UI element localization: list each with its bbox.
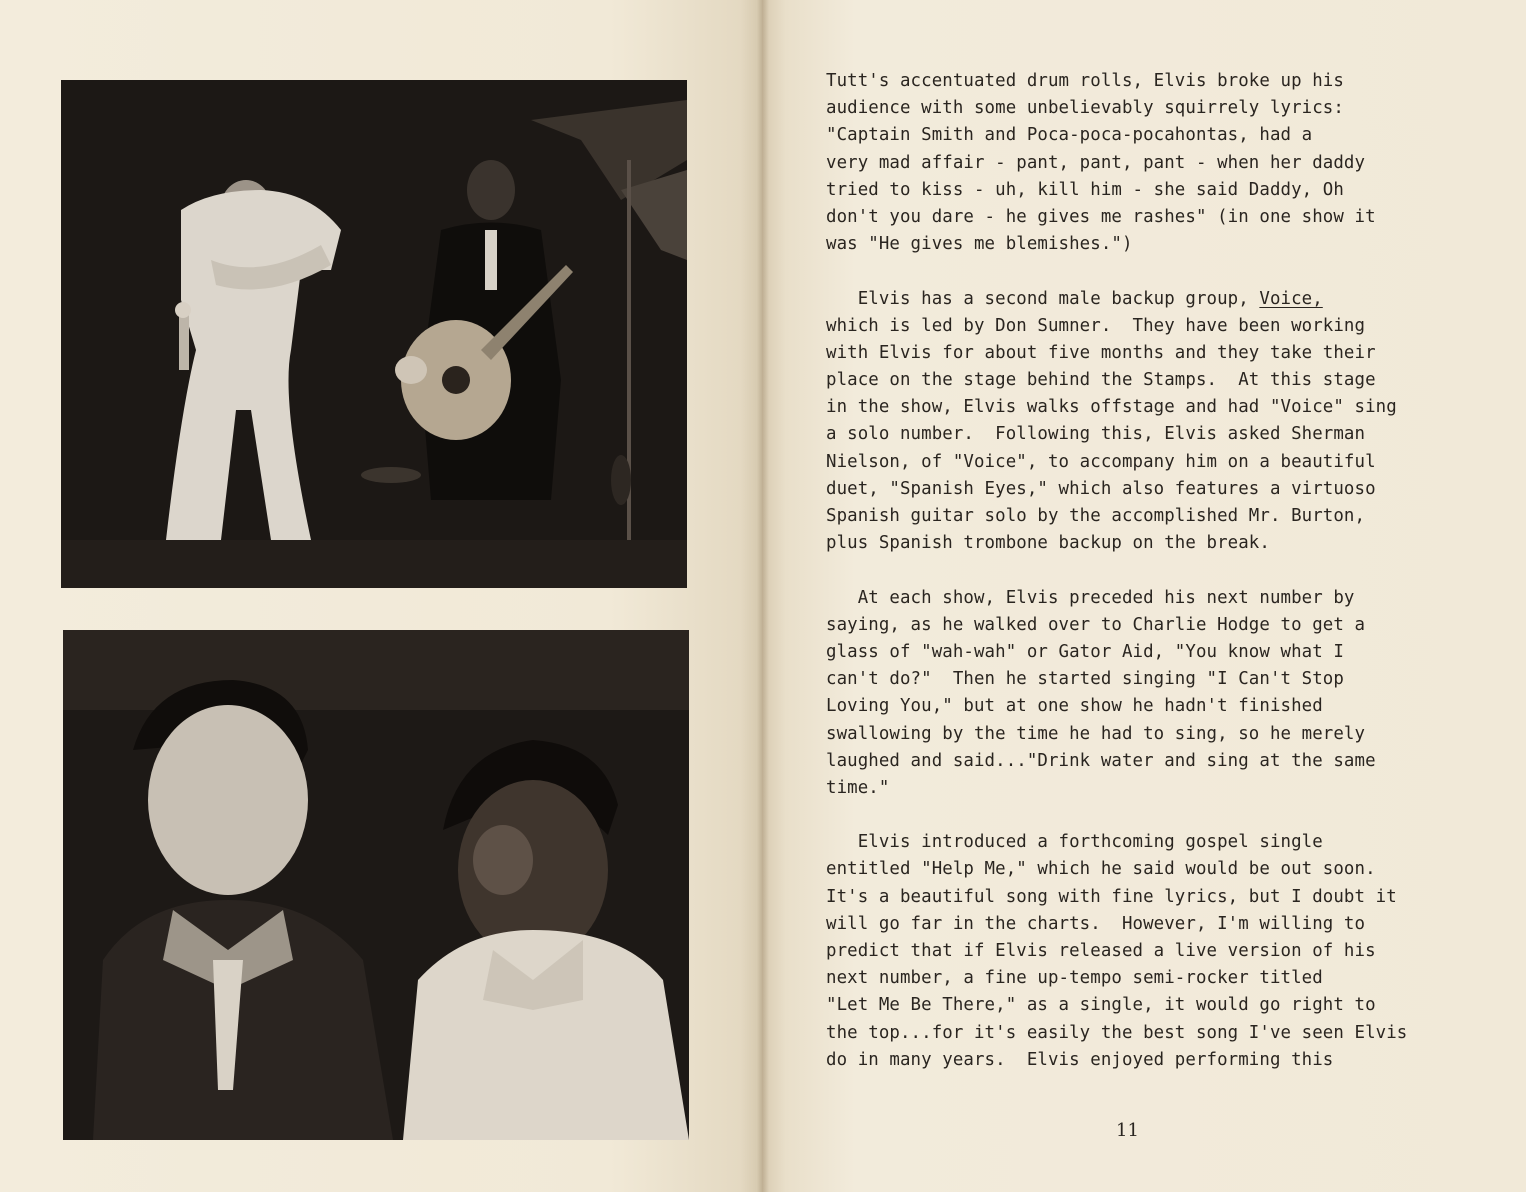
text-line: can't do?" Then he started singing "I Can't Stop — [826, 669, 1344, 690]
paragraph-gap — [826, 557, 1486, 584]
text-line: Loving You," but at one show he hadn't finished — [826, 696, 1323, 717]
text-line: glass of "wah-wah" or Gator Aid, "You know what I — [826, 641, 1344, 662]
text-line-start: Elvis has a second male backup group, — [826, 288, 1260, 309]
text-line: saying, as he walked over to Charlie Hodge to get a — [826, 614, 1366, 635]
text-line: very mad affair - pant, pant, pant - when her daddy — [826, 152, 1366, 173]
text-line: in the show, Elvis walks offstage and had "Voice" sing — [826, 397, 1397, 418]
paragraph-gap — [826, 258, 1486, 285]
text-line: tried to kiss - uh, kill him - she said Daddy, Oh — [826, 179, 1344, 200]
text-line: "Let Me Be There," as a single, it would go right to — [826, 995, 1376, 1016]
text-line: entitled "Help Me," which he said would be out soon. — [826, 859, 1376, 880]
text-line: "Captain Smith and Poca-poca-pocahontas, had a — [826, 125, 1313, 146]
text-line: At each show, Elvis preceded his next number by — [826, 587, 1355, 608]
text-line: the top...for it's easily the best song I've seen Elvis — [826, 1022, 1408, 1043]
paragraph-gap — [826, 802, 1486, 829]
text-line — [826, 286, 1486, 313]
text-line: Spanish guitar solo by the accomplished Mr. Burton, — [826, 506, 1366, 526]
stage-performance-photo — [61, 80, 687, 588]
text-line: plus Spanish trombone backup on the break. — [826, 533, 1270, 554]
text-line: Nielson, of "Voice", to accompany him on a beautiful — [826, 451, 1376, 472]
text-line: which is led by Don Sumner. They have been working — [826, 315, 1366, 336]
stage-performance-image — [61, 80, 687, 588]
page-number: 11 — [1116, 1120, 1139, 1141]
page-gutter — [757, 0, 769, 1192]
text-line: will go far in the charts. However, I'm willing to — [826, 913, 1366, 934]
text-line: Tutt's accentuated drum rolls, Elvis broke up his — [826, 71, 1344, 91]
text-line: predict that if Elvis released a live version of his — [826, 941, 1376, 961]
underlined-voice: Voice, — [1259, 288, 1323, 309]
text-line: swallowing by the time he had to sing, so he merely — [826, 723, 1366, 744]
article-text — [826, 68, 1486, 1074]
text-line: time." — [826, 777, 890, 798]
portrait-image — [63, 630, 689, 1140]
text-line: next number, a fine up-tempo semi-rocker titled — [826, 968, 1323, 989]
text-line: place on the stage behind the Stamps. At this stage — [826, 370, 1376, 391]
text-line: a solo number. Following this, Elvis asked Sherman — [826, 424, 1366, 445]
text-line: was "He gives me blemishes.") — [826, 234, 1133, 255]
text-line: do in many years. Elvis enjoyed performing this — [826, 1049, 1334, 1070]
text-line: duet, "Spanish Eyes," which also features a virtuoso — [826, 478, 1376, 499]
text-line: It's a beautiful song with fine lyrics, but I doubt it — [826, 886, 1397, 907]
text-line: don't you dare - he gives me rashes" (in one show it — [826, 206, 1376, 227]
text-line: audience with some unbelievably squirrely lyrics: — [826, 98, 1344, 119]
text-line: laughed and said..."Drink water and sing at the same — [826, 750, 1376, 771]
portrait-photo — [63, 630, 689, 1140]
text-line: with Elvis for about five months and they take their — [826, 342, 1376, 363]
text-line: Elvis introduced a forthcoming gospel single — [826, 832, 1323, 853]
